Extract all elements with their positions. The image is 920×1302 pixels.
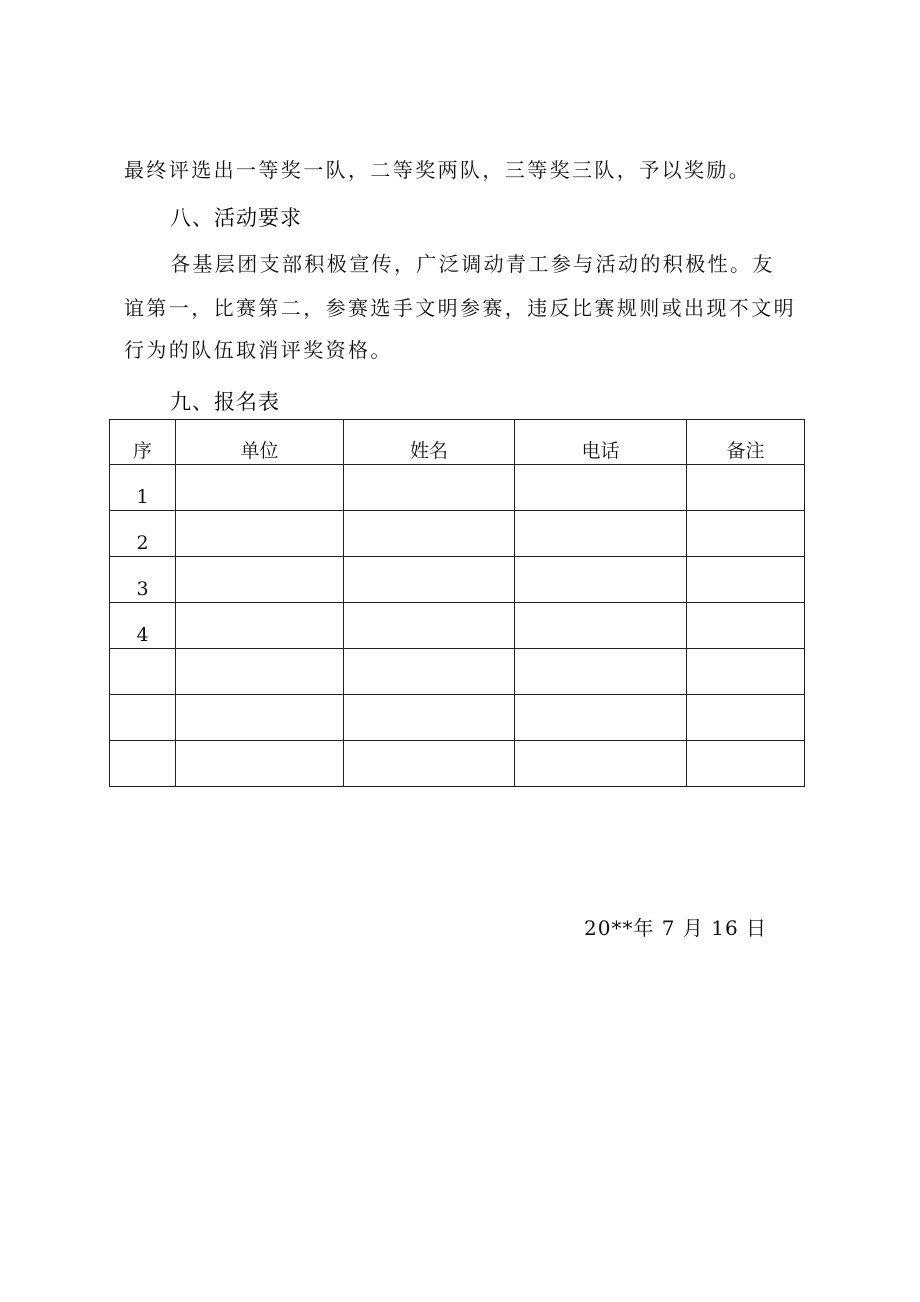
table-row [110, 695, 805, 741]
name-cell[interactable] [344, 649, 515, 695]
header-name: 姓名 [344, 420, 515, 465]
requirements-line-3: 行为的队伍取消评奖资格。 [124, 338, 393, 362]
row-index: 4 [110, 603, 176, 649]
award-paragraph: 最终评选出一等奖一队，二等奖两队，三等奖三队，予以奖励。 [124, 158, 752, 182]
row-index [110, 741, 176, 787]
remarks-cell[interactable] [687, 603, 805, 649]
phone-cell[interactable] [515, 695, 687, 741]
table-row [110, 603, 805, 649]
header-phone: 电话 [515, 420, 687, 465]
table-row [110, 557, 805, 603]
phone-cell[interactable] [515, 649, 687, 695]
table-row [110, 649, 805, 695]
remarks-cell[interactable] [687, 649, 805, 695]
phone-cell[interactable] [515, 557, 687, 603]
name-cell[interactable] [344, 695, 515, 741]
requirements-line-2: 谊第一，比赛第二，参赛选手文明参赛，违反比赛规则或出现不文明 [124, 296, 796, 320]
unit-cell[interactable] [176, 695, 344, 741]
header-remarks: 备注 [687, 420, 805, 465]
header-index: 序 [110, 420, 176, 465]
document-date: 20**年 7 月 16 日 [584, 916, 768, 940]
phone-cell[interactable] [515, 465, 687, 511]
requirements-line-1: 各基层团支部积极宣传，广泛调动青工参与活动的积极性。友 [170, 252, 775, 276]
remarks-cell[interactable] [687, 511, 805, 557]
unit-cell[interactable] [176, 603, 344, 649]
remarks-cell[interactable] [687, 695, 805, 741]
table-row [110, 465, 805, 511]
row-index: 1 [110, 465, 176, 511]
phone-cell[interactable] [515, 603, 687, 649]
section-heading-registration: 九、报名表 [170, 390, 280, 414]
unit-cell[interactable] [176, 741, 344, 787]
remarks-cell[interactable] [687, 465, 805, 511]
name-cell[interactable] [344, 741, 515, 787]
name-cell[interactable] [344, 465, 515, 511]
name-cell[interactable] [344, 557, 515, 603]
unit-cell[interactable] [176, 649, 344, 695]
unit-cell[interactable] [176, 557, 344, 603]
unit-cell[interactable] [176, 465, 344, 511]
phone-cell[interactable] [515, 511, 687, 557]
section-heading-requirements: 八、活动要求 [170, 206, 302, 230]
remarks-cell[interactable] [687, 741, 805, 787]
row-index [110, 649, 176, 695]
row-index: 2 [110, 511, 176, 557]
name-cell[interactable] [344, 603, 515, 649]
table-row [110, 511, 805, 557]
table-row [110, 741, 805, 787]
table-header-row [110, 420, 805, 465]
header-unit: 单位 [176, 420, 344, 465]
unit-cell[interactable] [176, 511, 344, 557]
row-index [110, 695, 176, 741]
phone-cell[interactable] [515, 741, 687, 787]
name-cell[interactable] [344, 511, 515, 557]
row-index: 3 [110, 557, 176, 603]
remarks-cell[interactable] [687, 557, 805, 603]
registration-table [109, 419, 805, 787]
